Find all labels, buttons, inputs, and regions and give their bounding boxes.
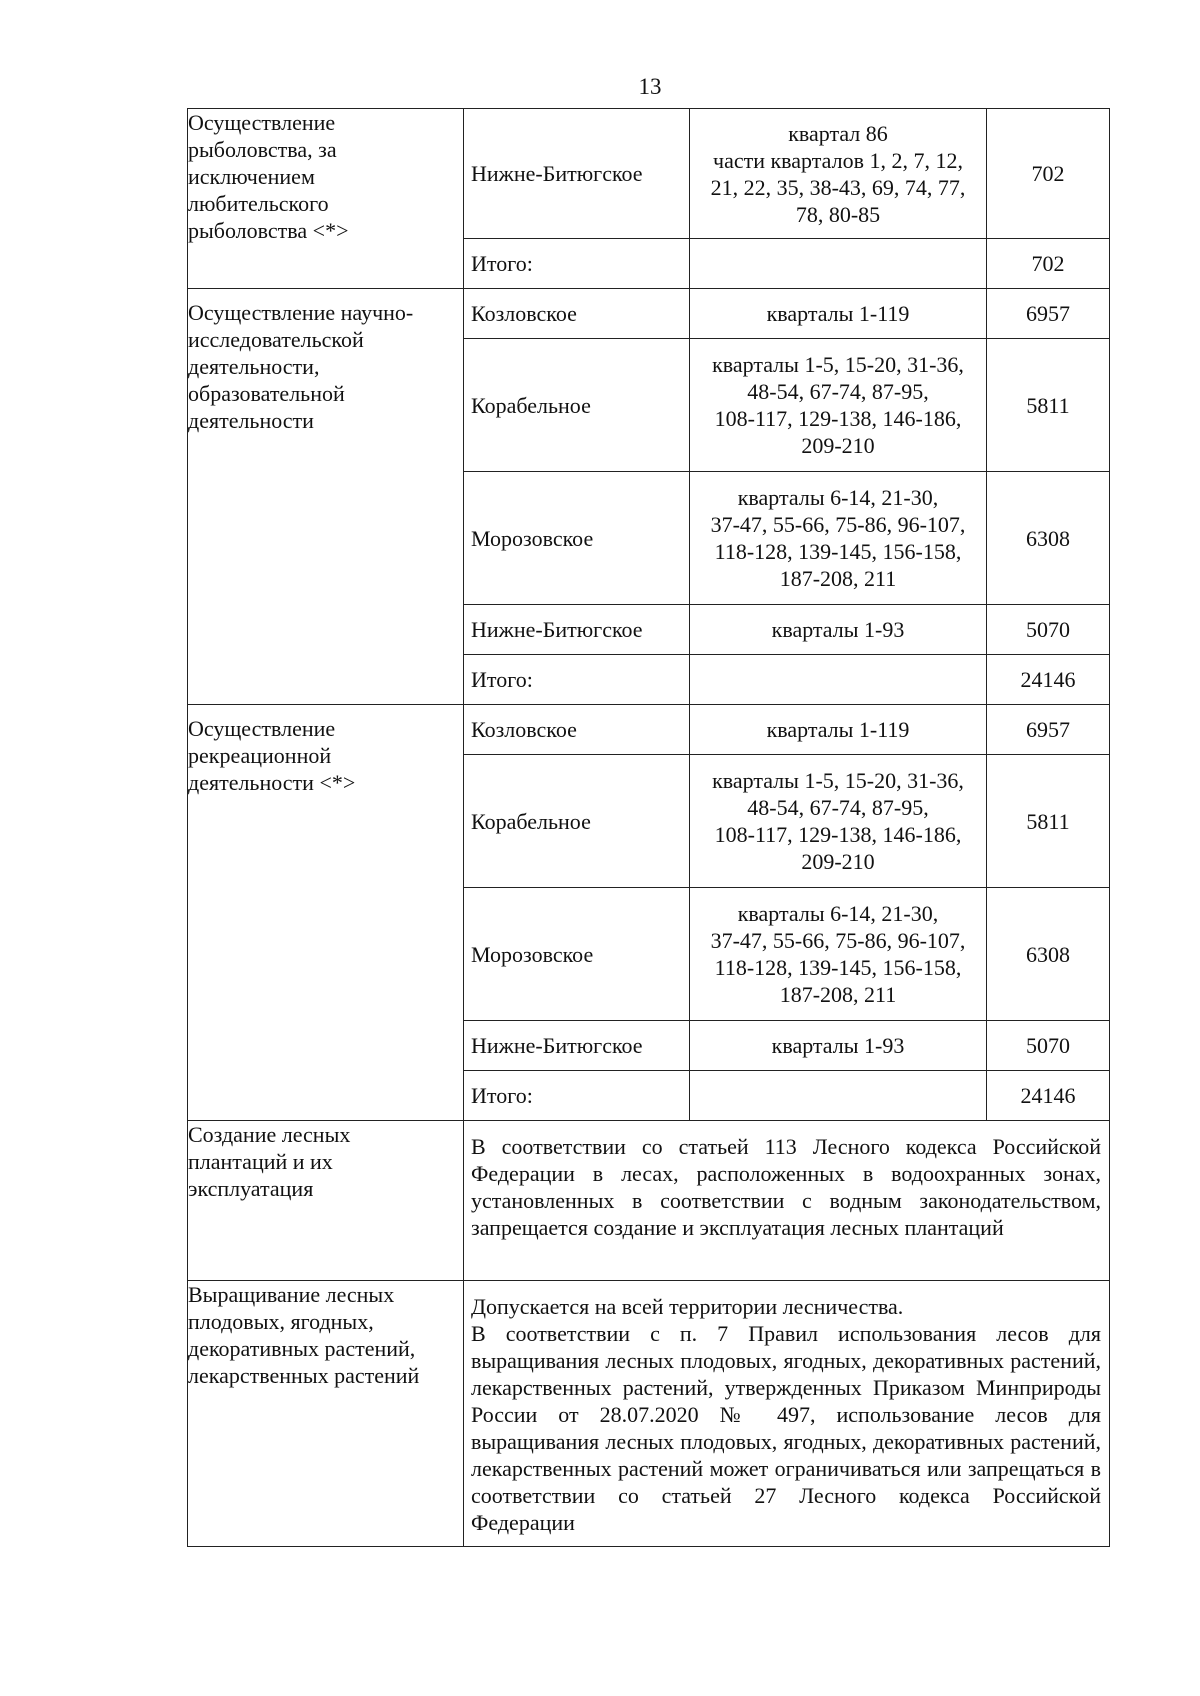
empty-cell	[690, 239, 987, 289]
area-cell: 6957	[987, 705, 1110, 755]
area-cell: 6957	[987, 289, 1110, 339]
table-row	[188, 1281, 1110, 1547]
table-row	[188, 109, 1110, 239]
forestry-cell: Нижне-Битюгское	[464, 109, 690, 239]
area-cell: 5811	[987, 755, 1110, 888]
activity-cell: Осуществление научно- исследовательской деятельности, образовательной деятельности	[188, 289, 464, 705]
total-value: 702	[987, 239, 1110, 289]
activity-cell: Создание лесных плантаций и их эксплуатация	[188, 1121, 464, 1281]
empty-cell	[690, 1071, 987, 1121]
quarters-cell: кварталы 1-93	[690, 605, 987, 655]
activity-cell: Осуществление рыболовства, за исключением любительского рыболовства <*>	[188, 109, 464, 289]
empty-cell	[690, 655, 987, 705]
forestry-cell: Козловское	[464, 289, 690, 339]
area-cell: 5811	[987, 339, 1110, 472]
quarters-cell: кварталы 1-5, 15-20, 31-36, 48-54, 67-74, 87-95, 108-117, 129-138, 146-186, 209-210	[690, 755, 987, 888]
forest-use-table	[187, 108, 1110, 1547]
table-row	[188, 1121, 1110, 1281]
forestry-cell: Козловское	[464, 705, 690, 755]
activity-cell: Осуществление рекреационной деятельности <*>	[188, 705, 464, 1121]
area-cell: 6308	[987, 472, 1110, 605]
quarters-cell: кварталы 1-5, 15-20, 31-36, 48-54, 67-74, 87-95, 108-117, 129-138, 146-186, 209-210	[690, 339, 987, 472]
quarters-cell: кварталы 6-14, 21-30, 37-47, 55-66, 75-86, 96-107, 118-128, 139-145, 156-158, 187-208, 211	[690, 472, 987, 605]
quarters-cell: кварталы 1-93	[690, 1021, 987, 1071]
forestry-cell: Нижне-Битюгское	[464, 605, 690, 655]
area-cell: 6308	[987, 888, 1110, 1021]
forestry-cell: Морозовское	[464, 888, 690, 1021]
area-cell: 702	[987, 109, 1110, 239]
table-row	[188, 289, 1110, 339]
total-value: 24146	[987, 1071, 1110, 1121]
quarters-cell: кварталы 1-119	[690, 289, 987, 339]
total-value: 24146	[987, 655, 1110, 705]
area-cell: 5070	[987, 605, 1110, 655]
total-label: Итого:	[464, 239, 690, 289]
forestry-cell: Нижне-Битюгское	[464, 1021, 690, 1071]
total-label: Итого:	[464, 1071, 690, 1121]
quarters-cell: кварталы 6-14, 21-30, 37-47, 55-66, 75-86, 96-107, 118-128, 139-145, 156-158, 187-208, 211	[690, 888, 987, 1021]
total-label: Итого:	[464, 655, 690, 705]
area-cell: 5070	[987, 1021, 1110, 1071]
growing-text: Допускается на всей территории лесничества. В соответствии с п. 7 Правил использования лесов для выращивания лесных плодовых, ягодных, декоративных растений, лекарственных растений, утвержденных Приказом Минприроды России от 28.07.2020 № 497, использование лесов для выращивания лесных плодовых, ягодных, декоративных растений, лекарственных растений может ограничиваться или запрещаться в соответствии со статьей 27 Лесного кодекса Российской Федерации	[464, 1281, 1110, 1547]
page-number: 13	[638, 74, 662, 99]
quarters-cell: квартал 86 части кварталов 1, 2, 7, 12, 21, 22, 35, 38-43, 69, 74, 77, 78, 80-85	[690, 109, 987, 239]
table-row	[188, 705, 1110, 755]
forestry-cell: Корабельное	[464, 339, 690, 472]
quarters-cell: кварталы 1-119	[690, 705, 987, 755]
forestry-cell: Морозовское	[464, 472, 690, 605]
forestry-cell: Корабельное	[464, 755, 690, 888]
plantations-text: В соответствии со статьей 113 Лесного кодекса Российской Федерации в лесах, расположенных в водоохранных зонах, установленных в соответствии с водным законодательством, запрещается создание и эксплуатация лесных плантаций	[464, 1121, 1110, 1281]
activity-cell: Выращивание лесных плодовых, ягодных, декоративных растений, лекарственных растений	[188, 1281, 464, 1547]
